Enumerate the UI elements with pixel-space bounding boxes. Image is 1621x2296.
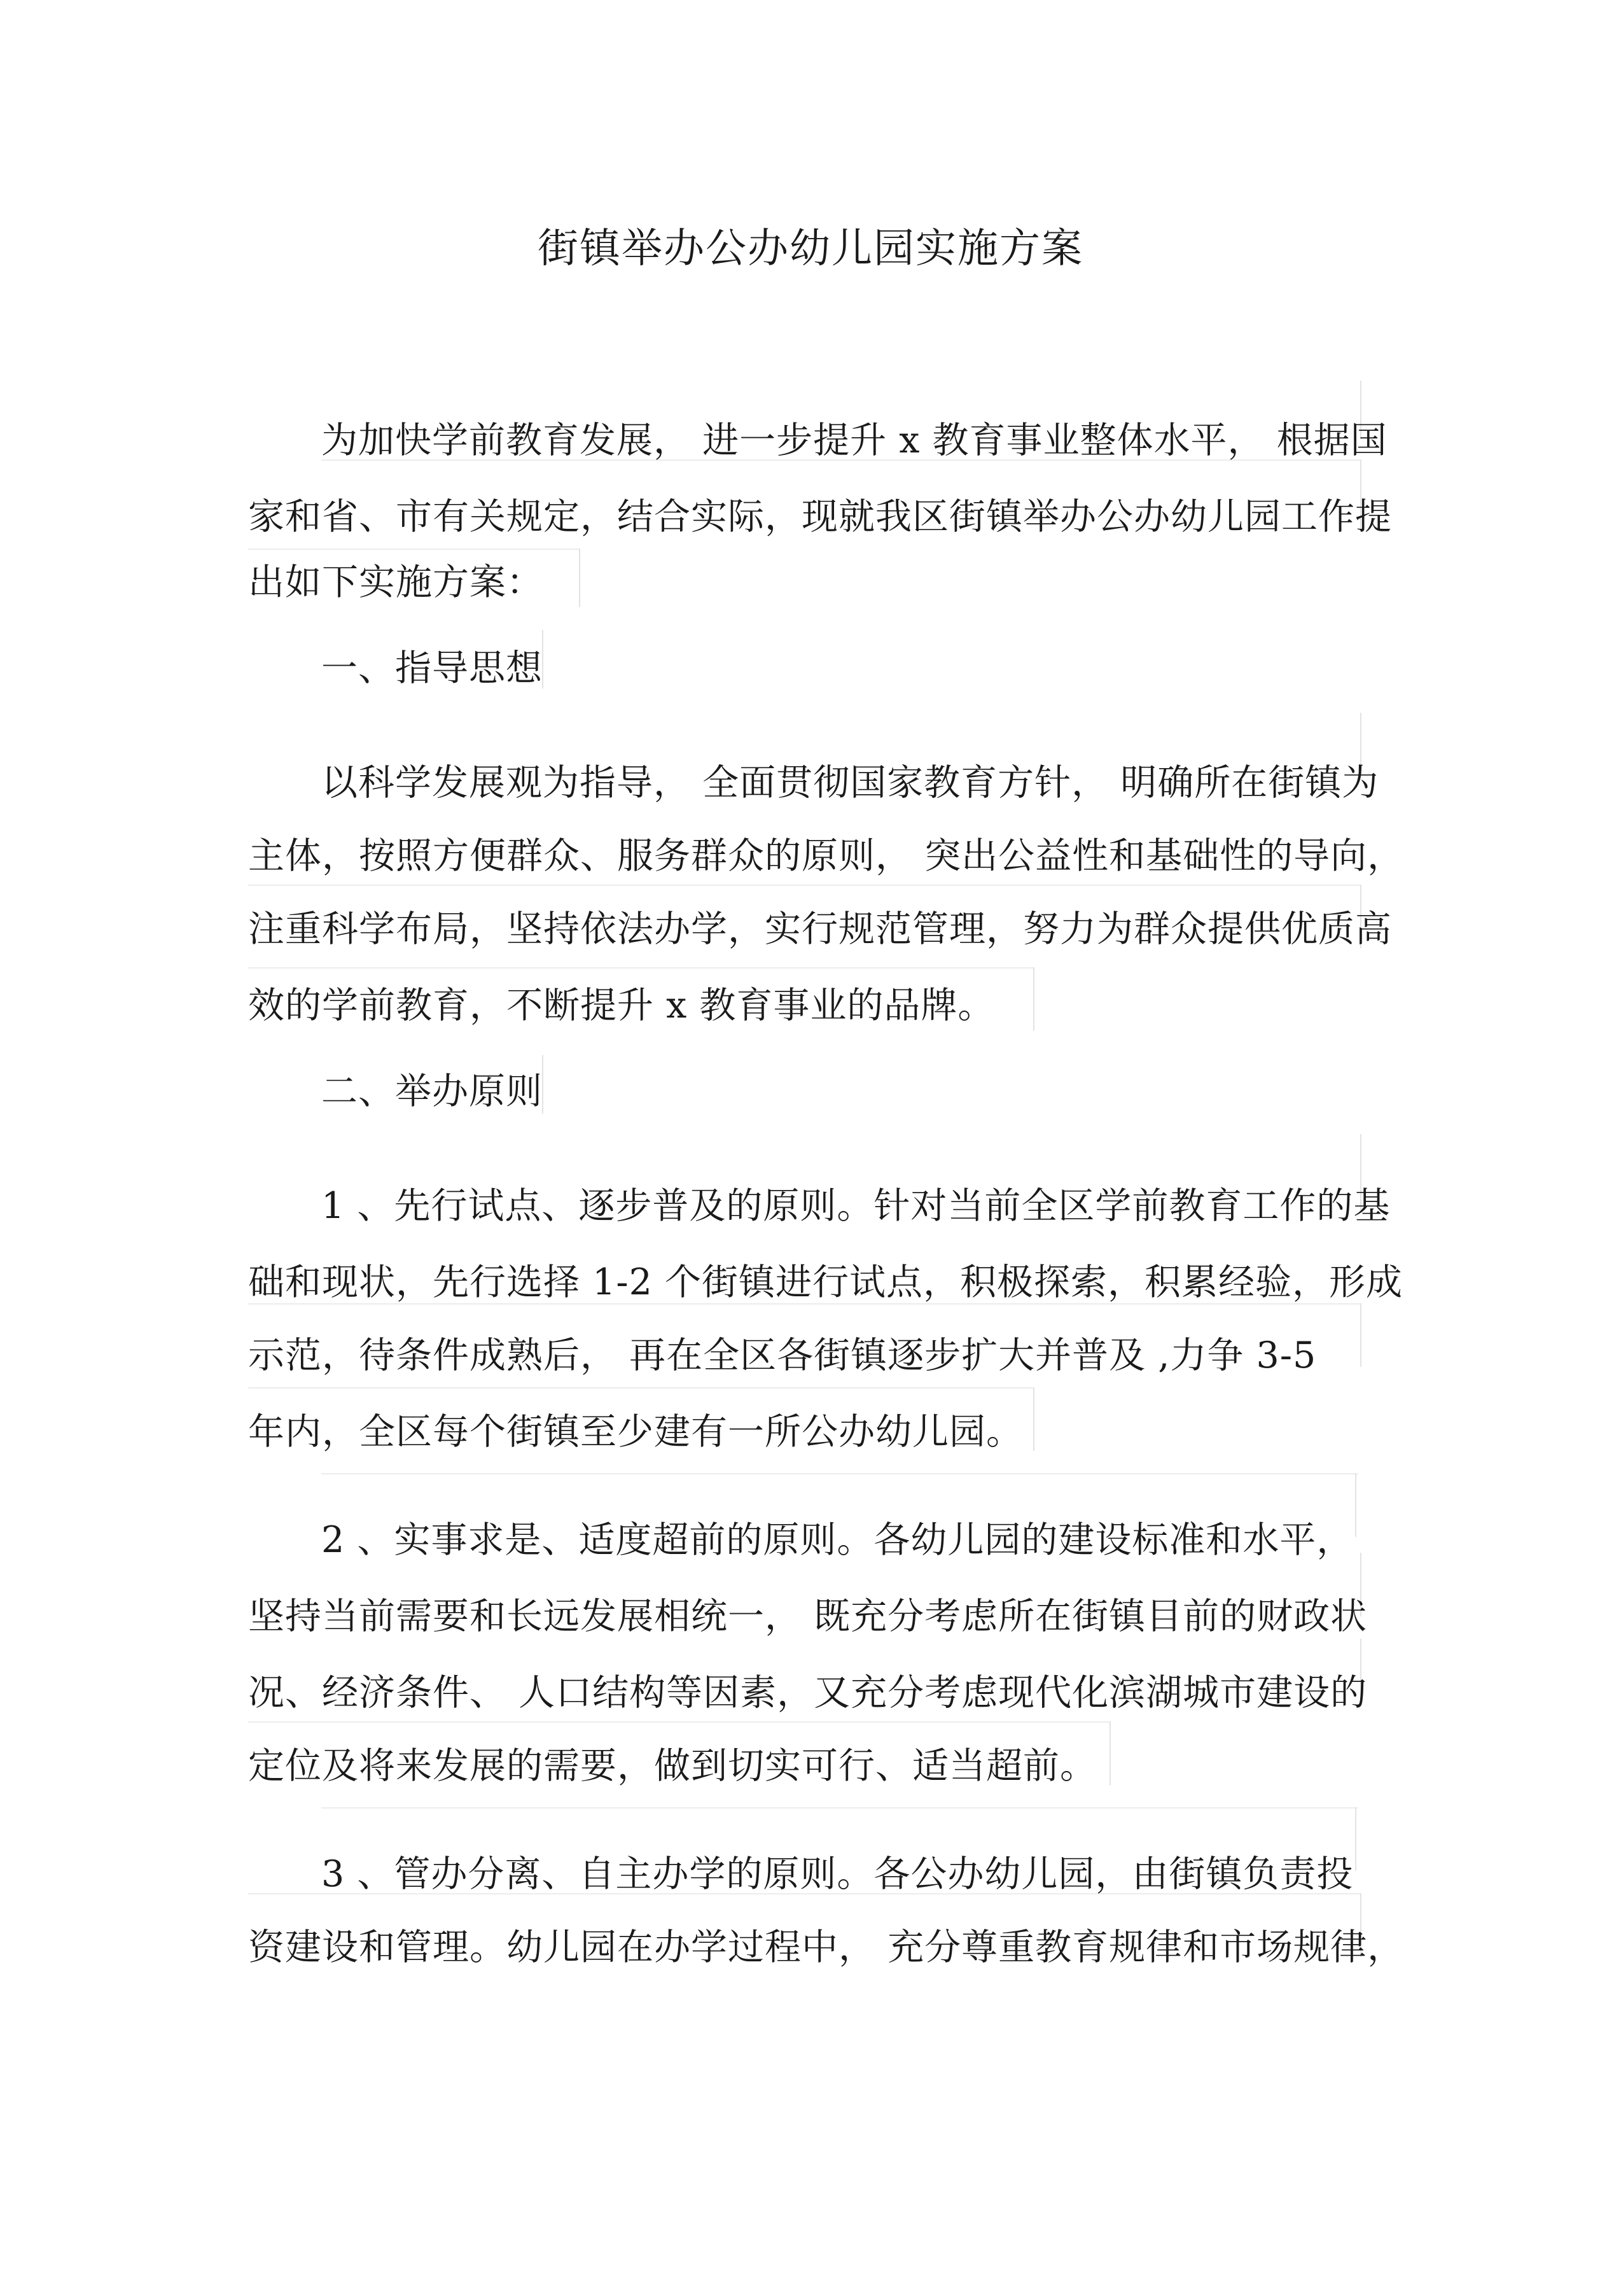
scan-line <box>248 549 580 550</box>
paragraph-line: 为加快学前教育发展， 进一步提升 x 教育事业整体水平， 根据国 <box>321 419 1388 461</box>
scan-line <box>321 1473 1358 1474</box>
scan-line <box>1360 1303 1361 1367</box>
scan-line <box>579 549 580 607</box>
paragraph-line: 效的学前教育，不断提升 x 教育事业的品牌。 <box>248 984 995 1026</box>
paragraph-line: 家和省、市有关规定，结合实际，现就我区街镇举办公办幼儿园工作提 <box>248 496 1392 538</box>
scan-line <box>1033 1387 1034 1451</box>
paragraph-line: 坚持当前需要和长远发展相统一， 既充分考虑所在街镇目前的财政状 <box>248 1595 1368 1637</box>
scan-line <box>1033 967 1034 1031</box>
scan-line <box>321 1807 1358 1809</box>
paragraph-line: 资建设和管理。幼儿园在办学过程中， 充分尊重教育规律和市场规律， <box>248 1926 1405 1968</box>
paragraph-line: 定位及将来发展的需要，做到切实可行、适当超前。 <box>248 1745 1097 1787</box>
scan-line <box>1355 1473 1356 1537</box>
document-title: 街镇举办公办幼儿园实施方案 <box>538 225 1083 272</box>
paragraph-line: 年内，全区每个街镇至少建有一所公办幼儿园。 <box>248 1411 1023 1453</box>
scan-line <box>248 1721 1111 1723</box>
section-heading: 一、指导思想 <box>321 647 543 689</box>
scan-line <box>1110 1721 1111 1785</box>
paragraph-line: 注重科学布局，坚持依法办学，实行规范管理，努力为群众提供优质高 <box>248 908 1392 950</box>
paragraph-line: 1 、先行试点、逐步普及的原则。针对当前全区学前教育工作的基 <box>321 1185 1391 1227</box>
paragraph-line: 础和现状，先行选择 1-2 个街镇进行试点，积极探索，积累经验，形成 <box>248 1261 1403 1303</box>
paragraph-line: 主体，按照方便群众、服务群众的原则， 突出公益性和基础性的导向， <box>248 835 1405 877</box>
paragraph-line: 示范，待条件成熟后， 再在全区各街镇逐步扩大并普及 ,力争 3-5 <box>248 1334 1317 1376</box>
paragraph-line: 况、经济条件、 人口结构等因素，又充分考虑现代化滨湖城市建设的 <box>248 1672 1368 1714</box>
paragraph-line: 2 、实事求是、适度超前的原则。各幼儿园的建设标准和水平， <box>321 1519 1354 1561</box>
scan-line <box>1355 1807 1356 1871</box>
paragraph-line: 出如下实施方案： <box>248 561 543 603</box>
scan-line <box>248 1387 1034 1389</box>
scan-line <box>248 885 1361 886</box>
paragraph-line: 以科学发展观为指导， 全面贯彻国家教育方针， 明确所在街镇为 <box>321 762 1379 804</box>
paragraph-line: 3 、管办分离、自主办学的原则。各公办幼儿园，由街镇负责投 <box>321 1853 1354 1895</box>
scan-line <box>248 967 1034 969</box>
section-heading: 二、举办原则 <box>321 1070 543 1112</box>
